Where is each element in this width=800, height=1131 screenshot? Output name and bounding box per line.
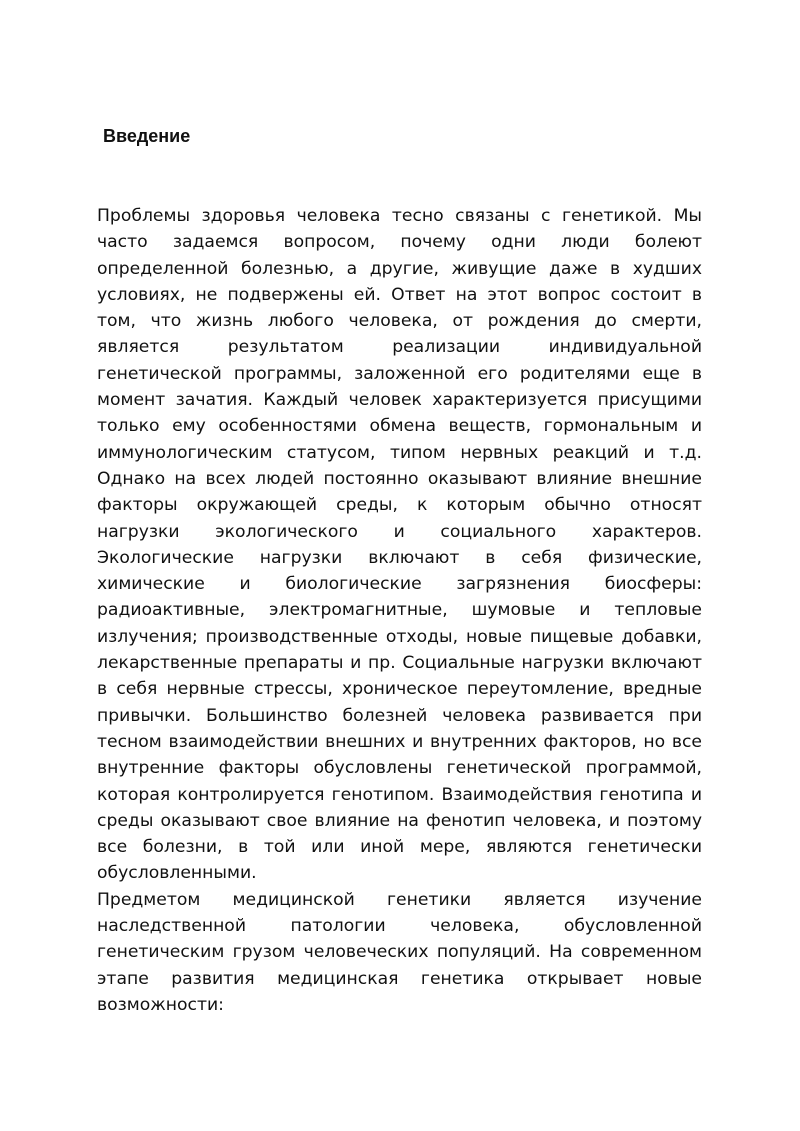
section-heading: Введение (103, 126, 191, 146)
paragraph-1: Проблемы здоровья человека тесно связаны с генетикой. Мы часто задаемся вопросом, почему одни люди болеют определенной болезнью, а другие, живущие даже в худших условиях, не подвержены ей. Ответ на этот вопрос состоит в том, что жизнь любого человека, от рождения до смерти, является результатом реализации индивидуальной генетической программы, заложенной его родителями еще в момент зачатия. Каждый человек характеризуется присущими только ему особенностями обмена веществ, гормональным и иммунологическим статусом, типом нервных реакций и т.д. Однако на всех людей постоянно оказывают влияние внешние факторы окружающей среды, к которым обычно относят нагрузки экологического и социального характеров. Экологические нагрузки включают в себя физические, химические и биологические загрязнения биосферы: радиоактивные, электромагнитные, шумовые и тепловые излучения; производственные отходы, новые пищевые добавки, лекарственные препараты и пр. Социальные нагрузки включают в себя нервные стрессы, хроническое переутомление, вредные привычки. Большинство болезней человека развивается при тесном взаимодействии внешних и внутренних факторов, но все внутренние факторы обусловлены генетической программой, которая контролируется генотипом. Взаимодействия генотипа и среды оказывают свое влияние на фенотип человека, и поэтому все болезни, в той или иной мере, являются генетически обусловленными. (97, 206, 702, 884)
paragraph-2: Предметом медицинской генетики является изучение наследственной патологии человека, обусловленной генетическим грузом человеческих популяций. На современном этапе развития медицинская генетика открывает новые возможности: (97, 889, 702, 1015)
body-text (97, 203, 702, 1018)
